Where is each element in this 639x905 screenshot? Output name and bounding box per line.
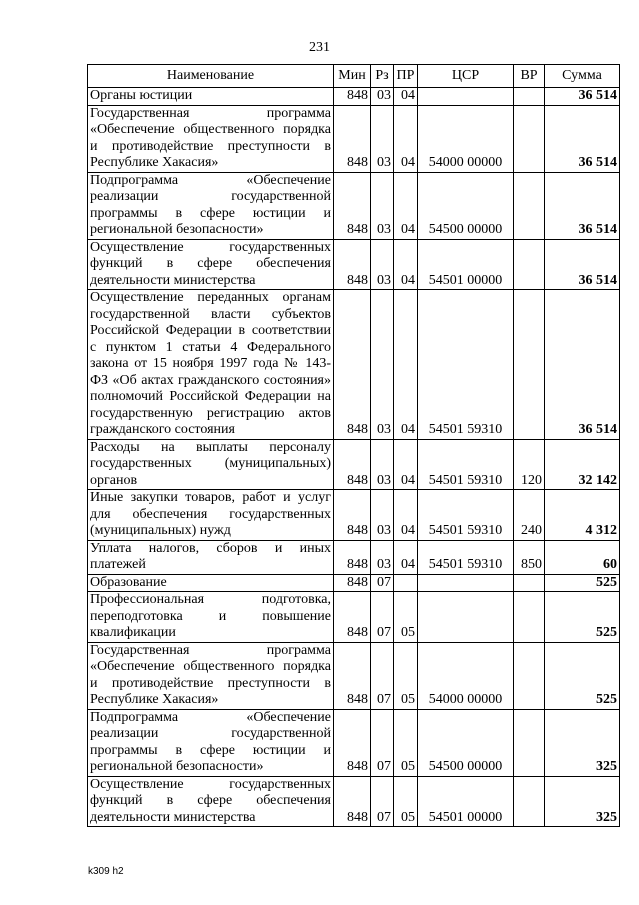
row-min: 848 — [334, 490, 371, 541]
row-sum: 525 — [545, 592, 620, 643]
row-min: 848 — [334, 574, 371, 592]
row-pr: 04 — [394, 290, 418, 440]
row-min: 848 — [334, 642, 371, 709]
header-rz: Рз — [371, 65, 394, 88]
row-csr: 54501 00000 — [418, 776, 514, 827]
row-rz: 07 — [371, 709, 394, 776]
row-name: Подпрограмма «Обеспечение реализации государственной программы в сфере юстиции и региональной безопасности» — [88, 709, 334, 776]
table-row — [88, 105, 620, 172]
table-row — [88, 592, 620, 643]
row-sum: 325 — [545, 776, 620, 827]
row-pr: 04 — [394, 105, 418, 172]
table-row — [88, 574, 620, 592]
row-sum: 36 514 — [545, 88, 620, 106]
row-vr: 850 — [514, 540, 545, 574]
row-min: 848 — [334, 540, 371, 574]
row-pr: 05 — [394, 592, 418, 643]
row-pr: 05 — [394, 776, 418, 827]
row-name: Государственная программа «Обеспечение общественного порядка и противодействие преступности в Республике Хакасия» — [88, 642, 334, 709]
row-rz: 03 — [371, 172, 394, 239]
footer-code: k309 h2 — [88, 866, 124, 877]
row-sum: 4 312 — [545, 490, 620, 541]
row-pr: 04 — [394, 88, 418, 106]
table-row — [88, 439, 620, 490]
row-vr: 240 — [514, 490, 545, 541]
row-csr — [418, 592, 514, 643]
row-name: Государственная программа «Обеспечение общественного порядка и противодействие преступности в Республике Хакасия» — [88, 105, 334, 172]
row-csr: 54501 59310 — [418, 290, 514, 440]
row-name: Подпрограмма «Обеспечение реализации государственной программы в сфере юстиции и региональной безопасности» — [88, 172, 334, 239]
row-csr: 54501 59310 — [418, 540, 514, 574]
table-row — [88, 776, 620, 827]
header-vr: ВР — [514, 65, 545, 88]
row-rz: 03 — [371, 439, 394, 490]
row-vr — [514, 172, 545, 239]
row-vr — [514, 642, 545, 709]
row-sum: 525 — [545, 574, 620, 592]
row-name: Уплата налогов, сборов и иных платежей — [88, 540, 334, 574]
row-sum: 36 514 — [545, 172, 620, 239]
row-min: 848 — [334, 709, 371, 776]
row-sum: 36 514 — [545, 105, 620, 172]
row-min: 848 — [334, 592, 371, 643]
row-sum: 60 — [545, 540, 620, 574]
row-rz: 07 — [371, 574, 394, 592]
row-pr: 04 — [394, 239, 418, 290]
table-row — [88, 172, 620, 239]
row-name: Осуществление переданных органам государственной власти субъектов Российской Федерации в соответствии с пунктом 1 статьи 4 Федерального закона от 15 ноября 1997 года № 143-ФЗ «Об актах гражданского состояния» полномочий Российской Федерации на государственную регистрацию актов гражданского состояния — [88, 290, 334, 440]
table-row — [88, 290, 620, 440]
row-vr — [514, 239, 545, 290]
row-csr: 54500 00000 — [418, 709, 514, 776]
row-min: 848 — [334, 439, 371, 490]
row-pr: 04 — [394, 490, 418, 541]
row-vr — [514, 776, 545, 827]
row-vr — [514, 88, 545, 106]
row-sum: 36 514 — [545, 290, 620, 440]
row-rz: 07 — [371, 592, 394, 643]
table-row — [88, 709, 620, 776]
row-sum: 325 — [545, 709, 620, 776]
row-rz: 03 — [371, 105, 394, 172]
row-vr — [514, 290, 545, 440]
row-pr: 05 — [394, 642, 418, 709]
row-rz: 03 — [371, 490, 394, 541]
header-name: Наименование — [88, 65, 334, 88]
row-csr — [418, 88, 514, 106]
row-csr: 54500 00000 — [418, 172, 514, 239]
row-min: 848 — [334, 172, 371, 239]
table-row — [88, 642, 620, 709]
row-csr — [418, 574, 514, 592]
row-min: 848 — [334, 290, 371, 440]
row-csr: 54000 00000 — [418, 105, 514, 172]
header-min: Мин — [334, 65, 371, 88]
row-name: Осуществление государственных функций в сфере обеспечения деятельности министерства — [88, 239, 334, 290]
row-vr: 120 — [514, 439, 545, 490]
table-row — [88, 239, 620, 290]
row-name: Расходы на выплаты персоналу государственных (муниципальных) органов — [88, 439, 334, 490]
header-sum: Сумма — [545, 65, 620, 88]
header-csr: ЦСР — [418, 65, 514, 88]
row-name: Иные закупки товаров, работ и услуг для обеспечения государственных (муниципальных) нужд — [88, 490, 334, 541]
header-pr: ПР — [394, 65, 418, 88]
row-vr — [514, 574, 545, 592]
row-rz: 07 — [371, 776, 394, 827]
row-vr — [514, 105, 545, 172]
row-rz: 07 — [371, 642, 394, 709]
row-rz: 03 — [371, 290, 394, 440]
page-number: 231 — [309, 40, 330, 55]
row-rz: 03 — [371, 88, 394, 106]
row-csr: 54501 00000 — [418, 239, 514, 290]
row-csr: 54501 59310 — [418, 439, 514, 490]
row-name: Осуществление государственных функций в сфере обеспечения деятельности министерства — [88, 776, 334, 827]
row-rz: 03 — [371, 239, 394, 290]
row-min: 848 — [334, 239, 371, 290]
row-sum: 32 142 — [545, 439, 620, 490]
table-row — [88, 540, 620, 574]
table-row — [88, 490, 620, 541]
row-name: Профессиональная подготовка, переподготовка и повышение квалификации — [88, 592, 334, 643]
row-rz: 03 — [371, 540, 394, 574]
row-pr: 04 — [394, 540, 418, 574]
row-pr — [394, 574, 418, 592]
row-sum: 525 — [545, 642, 620, 709]
row-sum: 36 514 — [545, 239, 620, 290]
row-min: 848 — [334, 105, 371, 172]
row-name: Образование — [88, 574, 334, 592]
row-vr — [514, 709, 545, 776]
row-min: 848 — [334, 88, 371, 106]
budget-table — [87, 64, 620, 827]
row-csr: 54501 59310 — [418, 490, 514, 541]
row-name: Органы юстиции — [88, 88, 334, 106]
row-csr: 54000 00000 — [418, 642, 514, 709]
row-pr: 05 — [394, 709, 418, 776]
row-pr: 04 — [394, 172, 418, 239]
table-row — [88, 88, 620, 106]
row-vr — [514, 592, 545, 643]
row-min: 848 — [334, 776, 371, 827]
table-header-row — [88, 65, 620, 88]
row-pr: 04 — [394, 439, 418, 490]
